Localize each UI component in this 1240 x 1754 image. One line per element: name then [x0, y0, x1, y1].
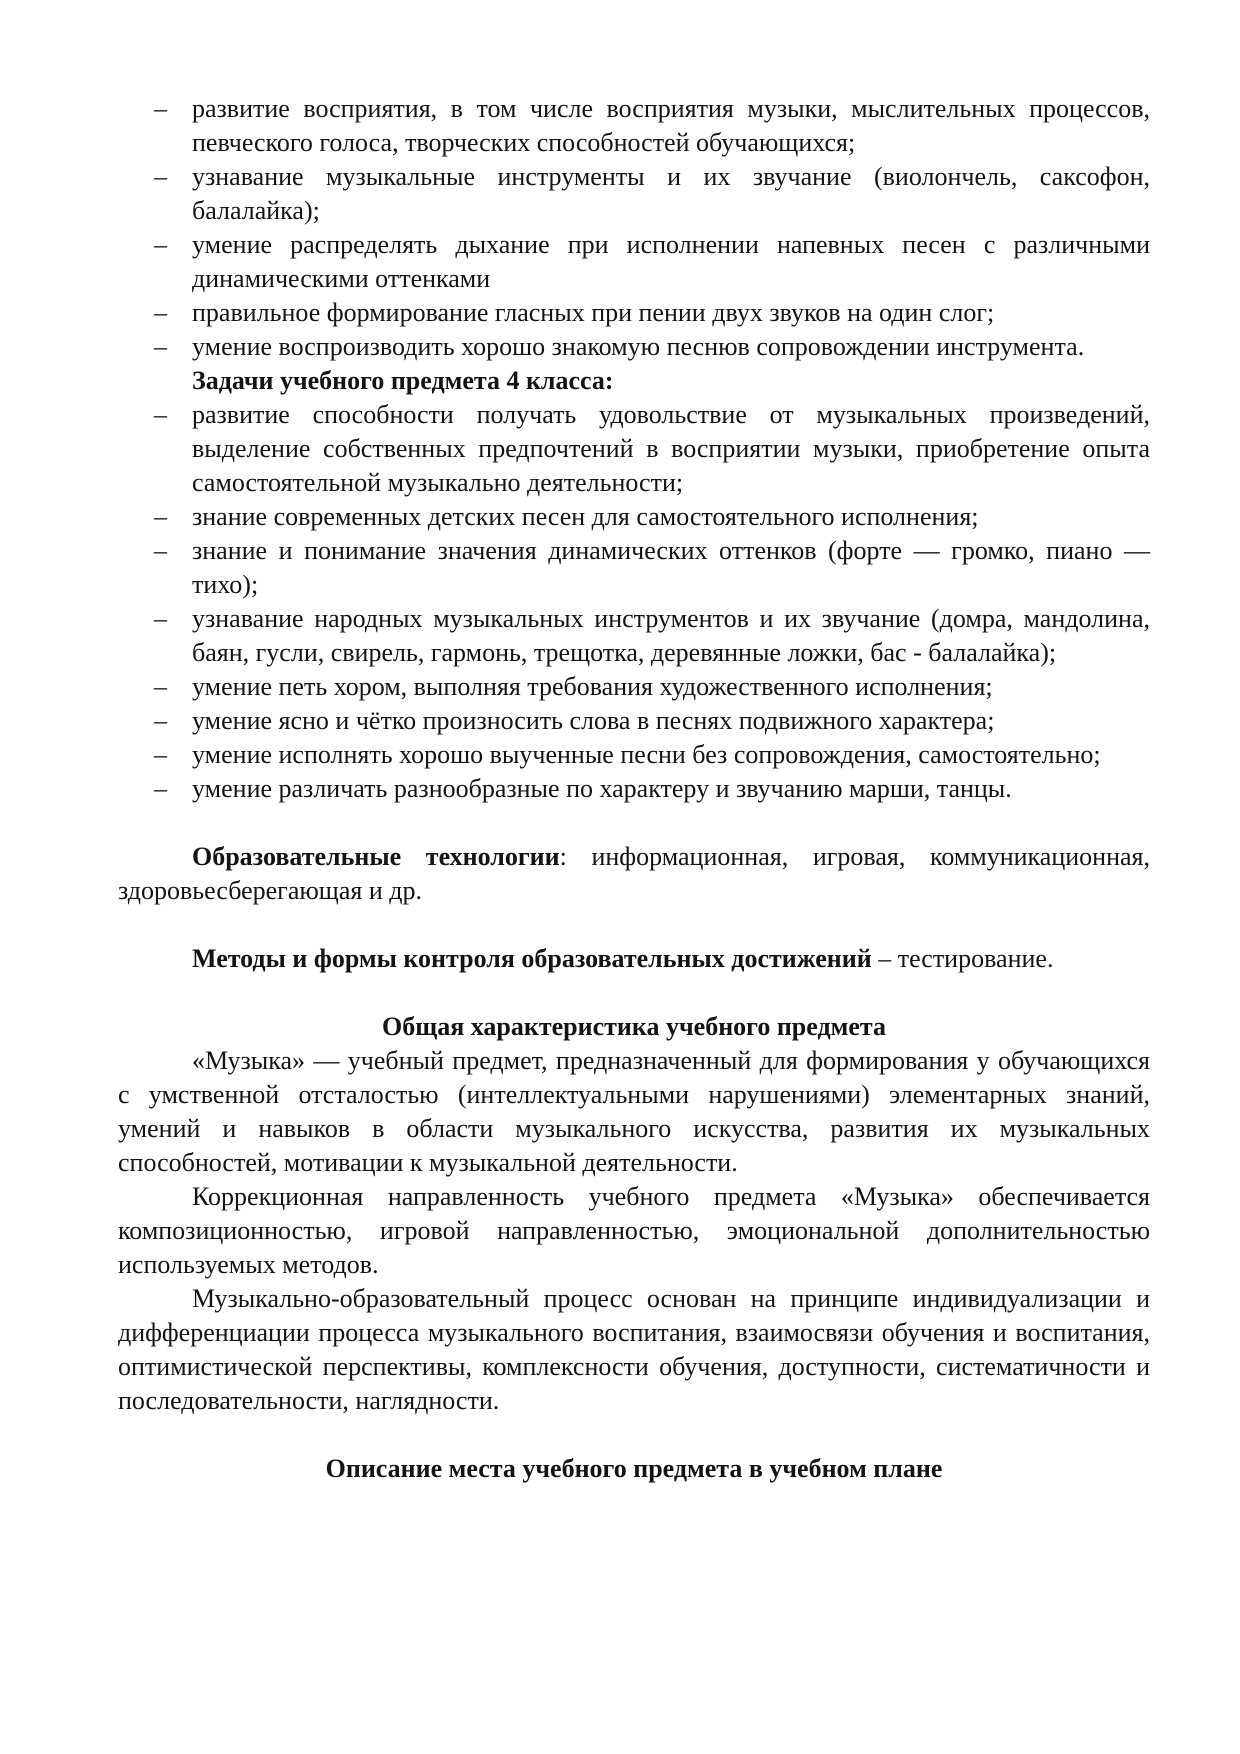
page-content: [118, 92, 1150, 1486]
general-paragraph: Музыкально-образовательный процесс основан на принципе индивидуализации и дифференциации процесса музыкального воспитания, взаимосвязи обучения и воспитания, оптимистической перспективы, комплексности обучения, доступности, систематичности и последовательности, наглядности.: [118, 1284, 1150, 1415]
list-item: – умение распределять дыхание при исполнении напевных песен с различными динамическими оттенками: [118, 228, 1150, 296]
skills-list: [118, 92, 1150, 364]
general-heading: Общая характеристика учебного предмета: [382, 1012, 886, 1041]
list-item: – умение исполнять хорошо выученные песни без сопровождения, самостоятельно;: [118, 738, 1150, 772]
general-paragraph: Коррекционная направленность учебного предмета «Музыка» обеспечивается композиционностью, игровой направленностью, эмоциональной дополнительностью используемых методов.: [118, 1182, 1150, 1279]
spacer: [118, 976, 1150, 1010]
list-item: – правильное формирование гласных при пении двух звуков на один слог;: [118, 296, 1150, 330]
spacer: [118, 908, 1150, 942]
list-item: – умение петь хором, выполняя требования художественного исполнения;: [118, 670, 1150, 704]
tech-paragraph: [118, 840, 1150, 908]
tasks-list: [118, 398, 1150, 806]
list-item: – узнавание музыкальные инструменты и их звучание (виолончель, саксофон, балалайка);: [118, 160, 1150, 228]
list-item: – знание и понимание значения динамических оттенков (форте — громко, пиано — тихо);: [118, 534, 1150, 602]
list-item: – умение различать разнообразные по характеру и звучанию марши, танцы.: [118, 772, 1150, 806]
methods-paragraph: [118, 942, 1150, 976]
list-item: – развитие восприятия, в том числе восприятия музыки, мыслительных процессов, певческого голоса, творческих способностей обучающихся;: [118, 92, 1150, 160]
list-item: – узнавание народных музыкальных инструментов и их звучание (домра, мандолина, баян, гусли, свирель, гармонь, трещотка, деревянные ложки, бас - балалайка);: [118, 602, 1150, 670]
tasks-heading: Задачи учебного предмета 4 класса:: [192, 366, 614, 395]
place-heading: Описание места учебного предмета в учебном плане: [325, 1454, 943, 1483]
spacer: [118, 806, 1150, 840]
list-item: – знание современных детских песен для самостоятельного исполнения;: [118, 500, 1150, 534]
list-item: – умение ясно и чётко произносить слова в песнях подвижного характера;: [118, 704, 1150, 738]
list-item: – развитие способности получать удовольствие от музыкальных произведений, выделение собственных предпочтений в восприятии музыки, приобретение опыта самостоятельной музыкально деятельности;: [118, 398, 1150, 500]
methods-label: Методы и формы контроля образовательных достижений: [192, 944, 872, 973]
tech-text: : информационная, игровая, коммуникационная, здоровьесберегающая и др.: [118, 842, 1150, 905]
spacer: [118, 1418, 1150, 1452]
methods-text: – тестирование.: [871, 944, 1054, 973]
general-paragraph: «Музыка» — учебный предмет, предназначенный для формирования у обучающихся с умственной отсталостью (интеллектуальными нарушениями) элементарных знаний, умений и навыков в области музыкального искусства, развития их музыкальных способностей, мотивации к музыкальной деятельности.: [118, 1046, 1150, 1177]
tech-label: Образовательные технологии: [192, 842, 560, 871]
list-item: – умение воспроизводить хорошо знакомую песнюв сопровождении инструмента.: [118, 330, 1150, 364]
